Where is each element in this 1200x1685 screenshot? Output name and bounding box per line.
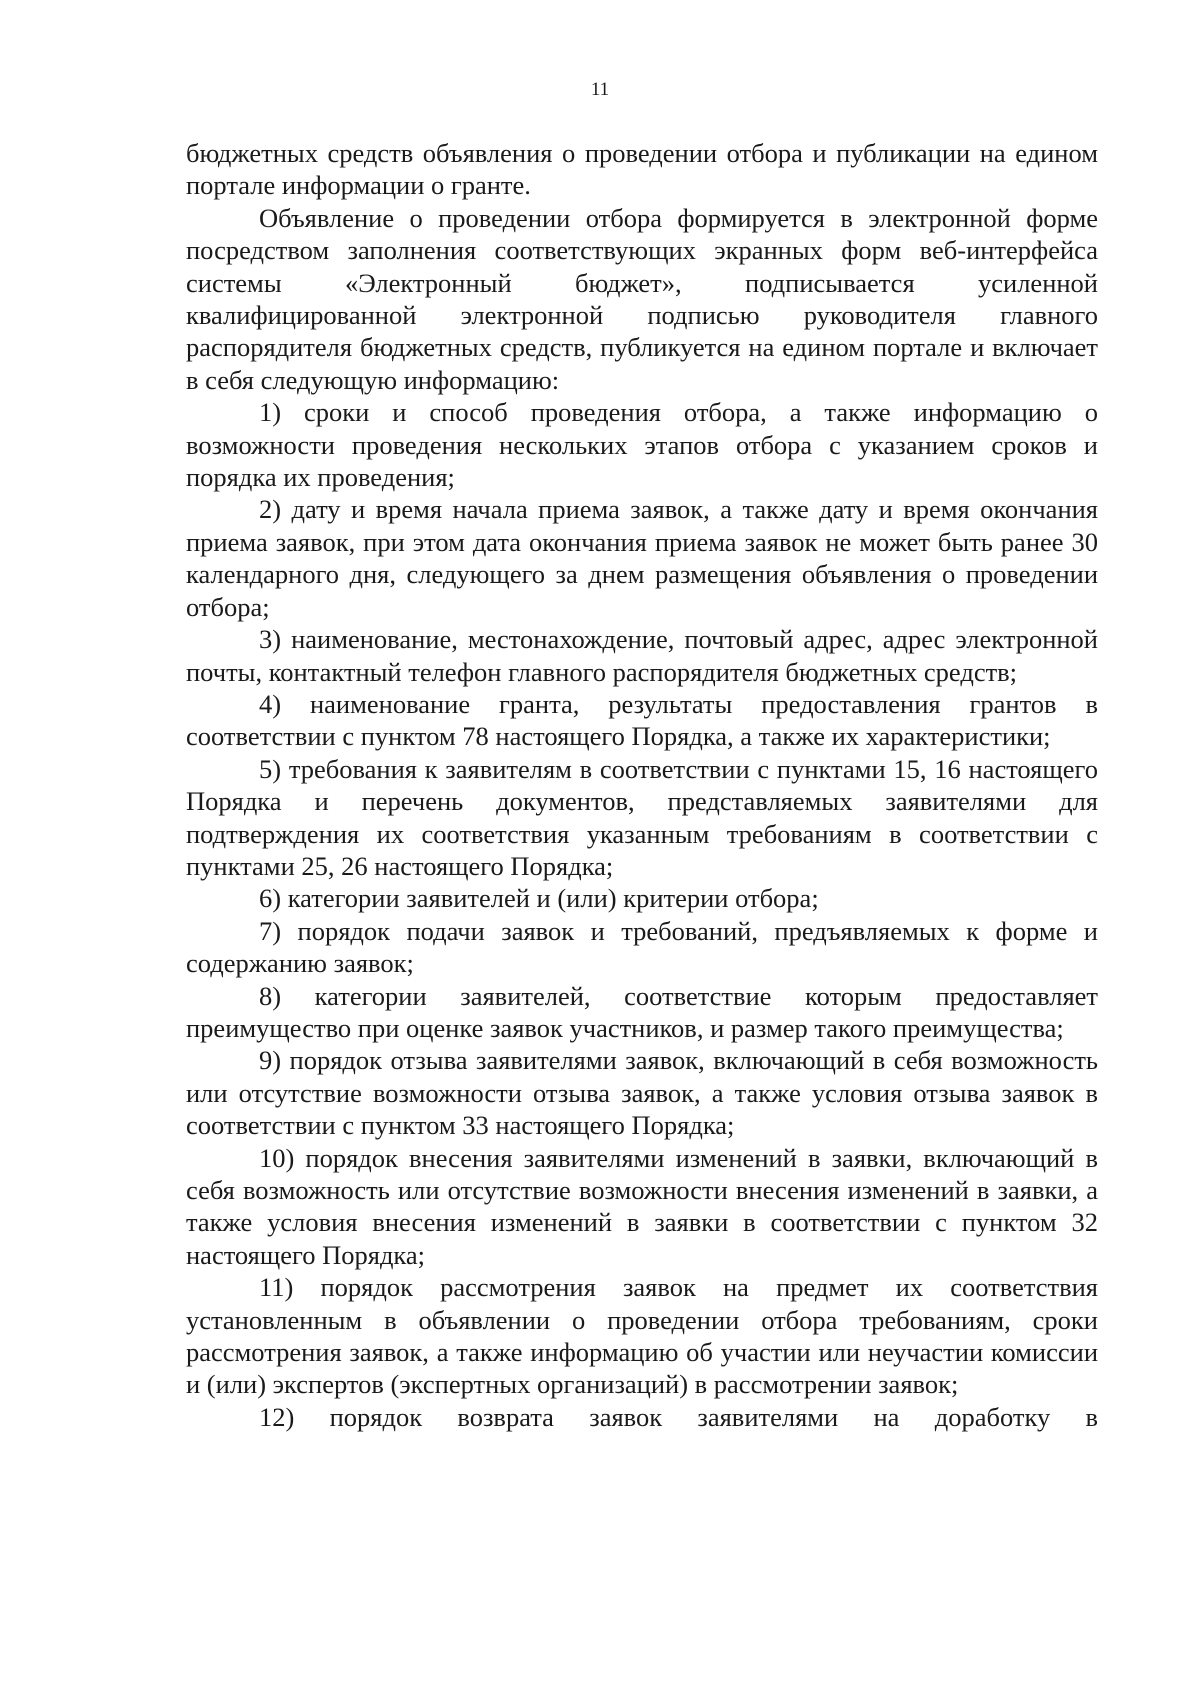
list-item-11: 11) порядок рассмотрения заявок на предмет их соответствия установленным в объявлении о проведении отбора требованиям, сроки рассмотрения заявок, а также информацию об участии или неучастии комиссии и (или) экспертов (экспертных организаций) в рассмотрении заявок; (186, 1272, 1098, 1400)
list-item-5: 5) требования к заявителям в соответствии с пунктами 15, 16 настоящего Порядка и перечень документов, представляемых заявителями для подтверждения их соответствия указанным требованиям в соответствии с пунктами 25, 26 настоящего Порядка; (186, 753, 1098, 881)
list-item-8: 8) категории заявителей, соответствие которым предоставляет преимущество при оценке заявок участников, и размер такого преимущества; (186, 980, 1098, 1043)
list-item-6: 6) категории заявителей и (или) критерии отбора; (259, 883, 819, 914)
list-item-9: 9) порядок отзыва заявителями заявок, включающий в себя возможность или отсутствие возможности отзыва заявок, а также условия отзыва заявок в соответствии с пунктом 33 настоящего Порядка; (186, 1045, 1098, 1141)
list-item-2: 2) дату и время начала приема заявок, а также дату и время окончания приема заявок, при этом дата окончания приема заявок не может быть ранее 30 календарного дня, следующего за днем размещения объявления о проведении отбора; (186, 494, 1098, 622)
list-item-1: 1) сроки и способ проведения отбора, а также информацию о возможности проведения нескольких этапов отбора с указанием сроков и порядка их проведения; (186, 397, 1098, 493)
paragraph-continuation: бюджетных средств объявления о проведении отбора и публикации на едином портале информации о гранте. (186, 138, 1098, 201)
list-item-10: 10) порядок внесения заявителями изменений в заявки, включающий в себя возможность или отсутствие возможности внесения изменений в заявки, а также условия внесения изменений в заявки в соответствии с пунктом 32 настоящего Порядка; (186, 1142, 1098, 1270)
list-item-4: 4) наименование гранта, результаты предоставления грантов в соответствии с пунктом 78 настоящего Порядка, а также их характеристики; (186, 688, 1098, 752)
list-item-3: 3) наименование, местонахождение, почтовый адрес, адрес электронной почты, контактный телефон главного распорядителя бюджетных средств; (186, 624, 1098, 687)
paragraph-announcement: Объявление о проведении отбора формируется в электронной форме посредством заполнения соответствующих экранных форм веб-интерфейса системы «Электронный бюджет», подписывается усиленной квалифицированной электронной подписью руководителя главного распорядителя бюджетных средств, публикуется на едином портале и включает в себя следующую информацию: (186, 202, 1098, 395)
document-body (186, 137, 1098, 1433)
list-item-7: 7) порядок подачи заявок и требований, предъявляемых к форме и содержанию заявок; (186, 915, 1098, 979)
page-number: 11 (590, 79, 610, 100)
list-item-12: 12) порядок возврата заявок заявителями на доработку в (259, 1401, 1098, 1432)
